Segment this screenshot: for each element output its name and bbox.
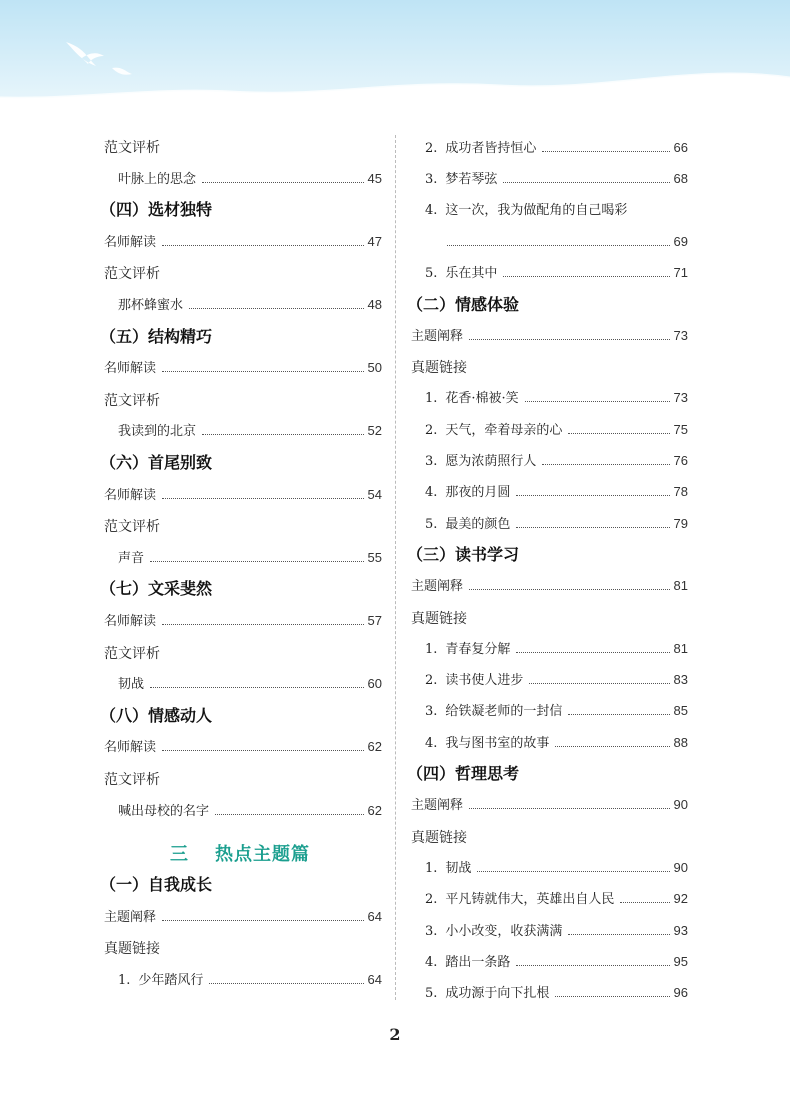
- dot-leader: [150, 687, 364, 688]
- dot-leader: [469, 808, 670, 809]
- toc-entry[interactable]: [118, 550, 382, 567]
- subsection-label: 真题链接: [411, 610, 467, 627]
- dot-leader: [555, 996, 669, 997]
- toc-entry-title: 名师解读: [104, 361, 157, 377]
- toc-entry[interactable]: [425, 891, 688, 908]
- toc-entry[interactable]: [118, 676, 382, 693]
- toc-entry-number: 2.: [425, 892, 438, 908]
- dot-leader: [202, 434, 364, 435]
- toc-entry-title: 成功者皆持恒心: [445, 141, 537, 156]
- dot-leader: [516, 495, 669, 496]
- toc-entry[interactable]: [104, 360, 382, 377]
- section-heading: （三）读书学习: [407, 544, 520, 564]
- toc-entry-page: 75: [673, 421, 688, 437]
- section-heading: （二）情感体验: [407, 294, 520, 314]
- toc-entry-number: 3.: [425, 704, 438, 720]
- toc-entry-title: 我与图书室的故事: [445, 735, 550, 751]
- toc-entry-page: 68: [673, 171, 688, 187]
- toc-entry[interactable]: [118, 297, 382, 314]
- toc-entry-number: 5.: [425, 266, 438, 282]
- toc-entry-title: 名师解读: [104, 740, 157, 756]
- toc-entry-page: 50: [367, 360, 382, 376]
- toc-entry-continuation[interactable]: [447, 234, 688, 250]
- toc-entry-title: 这一次，我为做配角的自己喝彩: [445, 202, 628, 218]
- part-heading: [170, 840, 310, 866]
- dot-leader: [503, 276, 669, 277]
- toc-entry-title: 那夜的月圆: [445, 485, 511, 501]
- toc-entry[interactable]: [425, 203, 688, 219]
- toc-entry[interactable]: [425, 641, 688, 658]
- toc-entry-page: 52: [367, 423, 382, 439]
- toc-entry-number: 2.: [425, 422, 438, 438]
- toc-entry-page: 60: [367, 676, 382, 692]
- toc-entry[interactable]: [425, 171, 688, 188]
- toc-entry-page: 64: [367, 972, 382, 987]
- toc-entry[interactable]: [425, 265, 688, 282]
- toc-entry-page: 95: [673, 953, 688, 969]
- part-number: 三: [170, 844, 189, 865]
- toc-entry[interactable]: [425, 453, 688, 470]
- toc-entry[interactable]: [425, 422, 688, 439]
- toc-entry-title: 主题阐释: [411, 328, 464, 344]
- toc-entry-page: 48: [367, 297, 382, 312]
- toc-entry-page: 76: [673, 453, 688, 468]
- toc-entry-page: 90: [673, 797, 688, 813]
- toc-entry-title: 乐在其中: [445, 266, 498, 282]
- subsection-label: 真题链接: [411, 829, 467, 846]
- toc-entry-number: 2.: [425, 673, 438, 689]
- toc-entry[interactable]: [425, 516, 688, 533]
- column-divider: [395, 135, 396, 1000]
- toc-entry-page: 66: [673, 140, 688, 155]
- dot-leader: [209, 983, 363, 984]
- toc-entry-number: 3.: [425, 172, 438, 188]
- toc-entry-title: 喊出母校的名字: [118, 803, 210, 819]
- dot-leader: [162, 624, 364, 625]
- toc-entry-title: 那杯蜂蜜水: [118, 298, 184, 313]
- subsection-label: 范文评析: [104, 519, 160, 536]
- toc-entry[interactable]: [118, 171, 382, 188]
- toc-entry-page: 57: [367, 613, 382, 628]
- dot-leader: [568, 714, 669, 715]
- toc-entry-title: 踏出一条路: [445, 954, 511, 970]
- toc-entry-page: 47: [367, 233, 382, 249]
- toc-entry-title: 韧战: [118, 677, 145, 693]
- toc-entry[interactable]: [104, 234, 382, 251]
- toc-entry-page: 81: [673, 578, 688, 594]
- toc-entry-title: 主题阐释: [104, 909, 157, 925]
- toc-entry-page: 83: [673, 672, 688, 688]
- toc-entry-title: 愿为浓荫照行人: [445, 454, 537, 469]
- toc-entry[interactable]: [104, 739, 382, 756]
- toc-entry[interactable]: [425, 703, 688, 720]
- toc-entry-page: 73: [673, 390, 688, 406]
- toc-entry-title: 小小改变，收获满满: [445, 923, 563, 939]
- dot-leader: [469, 589, 670, 590]
- toc-entry-title: 少年踏风行: [138, 973, 204, 988]
- toc-entry[interactable]: [118, 972, 382, 989]
- toc-entry[interactable]: [425, 484, 688, 501]
- toc-entry-page: 55: [367, 549, 382, 565]
- toc-entry-title: 花香·棉被·笑: [445, 391, 519, 407]
- toc-entry-page: 79: [673, 515, 688, 531]
- page-number: 2: [389, 1025, 401, 1044]
- toc-entry-number: 2.: [425, 141, 438, 156]
- toc-entry-number: 3.: [425, 454, 438, 469]
- dot-leader: [568, 934, 669, 935]
- toc-entry-title: 平凡铸就伟大，英雄出自人民: [445, 892, 615, 908]
- toc-entry-page: 45: [367, 170, 382, 186]
- dot-leader: [525, 401, 670, 402]
- subsection-label: 范文评析: [104, 392, 160, 409]
- toc-entry-number: 1.: [425, 641, 438, 657]
- dot-leader: [477, 871, 669, 872]
- toc-entry-page: 93: [673, 922, 688, 938]
- toc-entry-number: 3.: [425, 923, 438, 939]
- dot-leader: [620, 902, 669, 903]
- toc-entry-number: 4.: [425, 954, 438, 970]
- toc-entry[interactable]: [411, 578, 688, 595]
- dot-leader: [529, 683, 669, 684]
- toc-entry[interactable]: [425, 672, 688, 689]
- toc-entry[interactable]: [118, 803, 382, 820]
- section-heading: （四）选材独特: [100, 200, 213, 220]
- toc-entry[interactable]: [425, 860, 688, 877]
- toc-entry-page: 54: [367, 486, 382, 502]
- toc-entry[interactable]: [118, 423, 382, 440]
- toc-entry-number: 1.: [425, 391, 438, 407]
- dot-leader: [469, 339, 670, 340]
- dot-leader: [162, 750, 364, 751]
- toc-entry-number: 1.: [118, 973, 131, 988]
- header-sky-wave: [0, 0, 790, 98]
- toc-entry-title: 韧战: [445, 860, 472, 876]
- toc-entry[interactable]: [411, 328, 688, 345]
- section-heading: （四）哲理思考: [407, 764, 520, 783]
- part-title: 热点主题篇: [215, 844, 310, 865]
- dot-leader: [150, 561, 364, 562]
- dot-leader: [516, 652, 669, 653]
- toc-entry-number: 4.: [425, 735, 438, 751]
- toc-entry[interactable]: [425, 390, 688, 407]
- toc-entry[interactable]: [104, 613, 382, 630]
- dot-leader: [162, 371, 364, 372]
- toc-entry-title: 主题阐释: [411, 579, 464, 595]
- subsection-label: 范文评析: [104, 266, 160, 283]
- toc-entry-number: 5.: [425, 986, 438, 1002]
- toc-entry-page: 81: [673, 640, 688, 656]
- subsection-label: 范文评析: [104, 140, 160, 156]
- toc-entry-title: 名师解读: [104, 614, 157, 629]
- toc-entry-page: 96: [673, 985, 688, 1001]
- toc-entry-title: 梦若琴弦: [445, 172, 498, 188]
- toc-entry[interactable]: [104, 487, 382, 504]
- toc-entry[interactable]: [425, 140, 688, 157]
- toc-entry-page: 78: [673, 484, 688, 500]
- dot-leader: [162, 920, 364, 921]
- toc-entry-page: 73: [673, 327, 688, 343]
- toc-entry-page: 69: [673, 233, 688, 249]
- subsection-label: 真题链接: [411, 360, 467, 377]
- dot-leader: [162, 245, 364, 246]
- dot-leader: [542, 151, 669, 152]
- dot-leader: [447, 245, 670, 246]
- toc-entry-page: 92: [673, 891, 688, 907]
- toc-entry-number: 5.: [425, 516, 438, 532]
- toc-entry-title: 我读到的北京: [118, 424, 197, 440]
- subsection-label: 真题链接: [104, 941, 160, 958]
- toc-entry-page: 85: [673, 703, 688, 719]
- dot-leader: [568, 433, 669, 434]
- dot-leader: [202, 182, 364, 183]
- toc-entry-title: 青春复分解: [445, 641, 511, 657]
- dot-leader: [503, 182, 669, 183]
- toc-entry-title: 名师解读: [104, 487, 157, 503]
- dot-leader: [516, 527, 669, 528]
- toc-entry[interactable]: [425, 985, 688, 1002]
- section-heading: （八）情感动人: [100, 705, 213, 725]
- section-heading: （五）结构精巧: [100, 326, 213, 346]
- toc-entry-page: 71: [673, 265, 688, 281]
- toc-entry[interactable]: [411, 797, 688, 814]
- toc-entry-number: 4.: [425, 485, 438, 501]
- toc-entry-page: 62: [367, 802, 382, 818]
- subsection-label: 范文评析: [104, 645, 160, 662]
- toc-entry-page: 90: [673, 859, 688, 875]
- toc-entry[interactable]: [425, 954, 688, 971]
- section-heading: （一）自我成长: [100, 875, 213, 895]
- dot-leader: [162, 498, 364, 499]
- toc-entry-page: 62: [367, 739, 382, 755]
- toc-entry[interactable]: [425, 735, 688, 752]
- toc-entry-title: 最美的颜色: [445, 516, 511, 532]
- toc-entry-page: 64: [367, 908, 382, 924]
- toc-entry-number: 1.: [425, 860, 438, 876]
- toc-entry[interactable]: [425, 923, 688, 940]
- toc-entry-page: 88: [673, 734, 688, 750]
- dot-leader: [555, 746, 669, 747]
- section-heading: （六）首尾别致: [100, 453, 213, 472]
- toc-entry[interactable]: [104, 909, 382, 926]
- section-heading: （七）文采斐然: [100, 579, 213, 599]
- toc-entry-title: 给铁凝老师的一封信: [445, 704, 563, 720]
- toc-entry-title: 主题阐释: [411, 798, 464, 814]
- dot-leader: [215, 814, 364, 815]
- toc-entry-title: 名师解读: [104, 234, 157, 250]
- dot-leader: [516, 965, 669, 966]
- toc-entry-title: 声音: [118, 550, 145, 566]
- toc-entry-title: 天气，牵着母亲的心: [445, 422, 563, 438]
- header-banner: [0, 0, 790, 110]
- subsection-label: 范文评析: [104, 772, 160, 788]
- dot-leader: [189, 308, 364, 309]
- toc-entry-title: 读书使人进步: [445, 673, 524, 689]
- toc-entry-title: 叶脉上的思念: [118, 171, 197, 187]
- dot-leader: [542, 464, 669, 465]
- toc-entry-title: 成功源于向下扎根: [445, 986, 550, 1002]
- toc-entry-number: 4.: [425, 202, 438, 218]
